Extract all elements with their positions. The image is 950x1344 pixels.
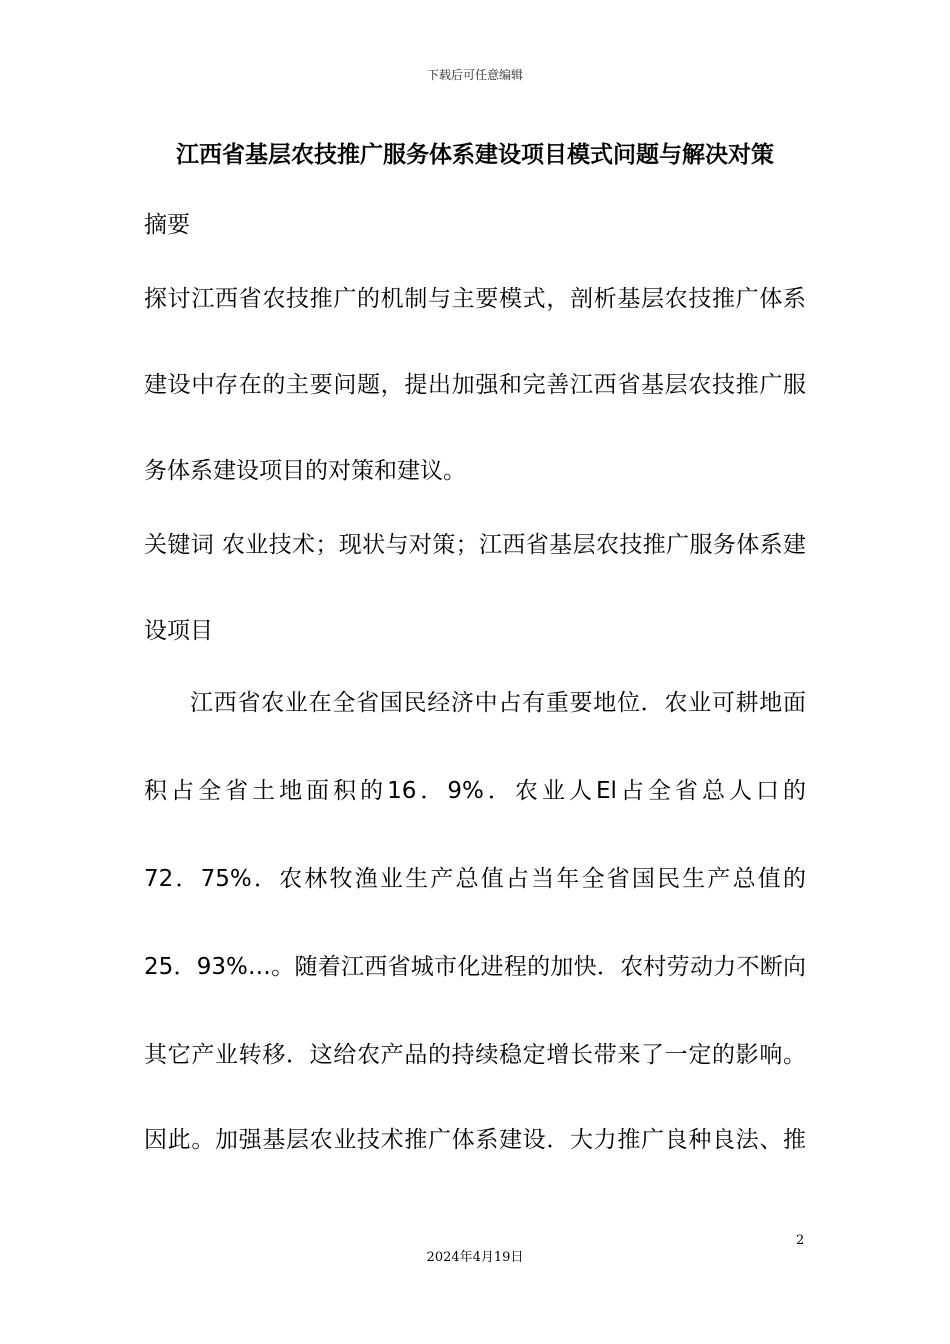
body-line: 江西省农业在全省国民经济中占有重要地位．农业可耕地面 bbox=[190, 690, 806, 716]
body-line: 因此。加强基层农业技术推广体系建设．大力推广良种良法、推 bbox=[144, 1127, 806, 1153]
page-header: 下载后可任意编辑 bbox=[426, 68, 523, 82]
body-line: 积占全省土地面积的16．9%．农业人El占全省总人口的 bbox=[144, 778, 806, 804]
keywords-line: 关键词 农业技术；现状与对策；江西省基层农技推广服务体系建 bbox=[144, 532, 806, 558]
abstract-line: 务体系建设项目的对策和建议。 bbox=[144, 458, 466, 484]
body-line: 25．93%…。随着江西省城市化进程的加快．农村劳动力不断向 bbox=[144, 954, 806, 980]
footer-date: 2024年4月19日 bbox=[426, 1250, 524, 1265]
body-line: 其它产业转移．这给农产品的持续稳定增长带来了一定的影响。 bbox=[144, 1042, 806, 1068]
abstract-heading: 摘要 bbox=[144, 212, 190, 238]
keywords-line: 设项目 bbox=[144, 618, 213, 644]
body-line: 72．75%．农林牧渔业生产总值占当年全省国民生产总值的 bbox=[144, 866, 806, 892]
abstract-line: 建设中存在的主要问题，提出加强和完善江西省基层农技推广服 bbox=[144, 372, 806, 398]
document-title: 江西省基层农技推广服务体系建设项目模式问题与解决对策 bbox=[176, 142, 774, 168]
abstract-line: 探讨江西省农技推广的机制与主要模式，剖析基层农技推广体系 bbox=[144, 286, 806, 312]
page-number: 2 bbox=[796, 1233, 805, 1248]
